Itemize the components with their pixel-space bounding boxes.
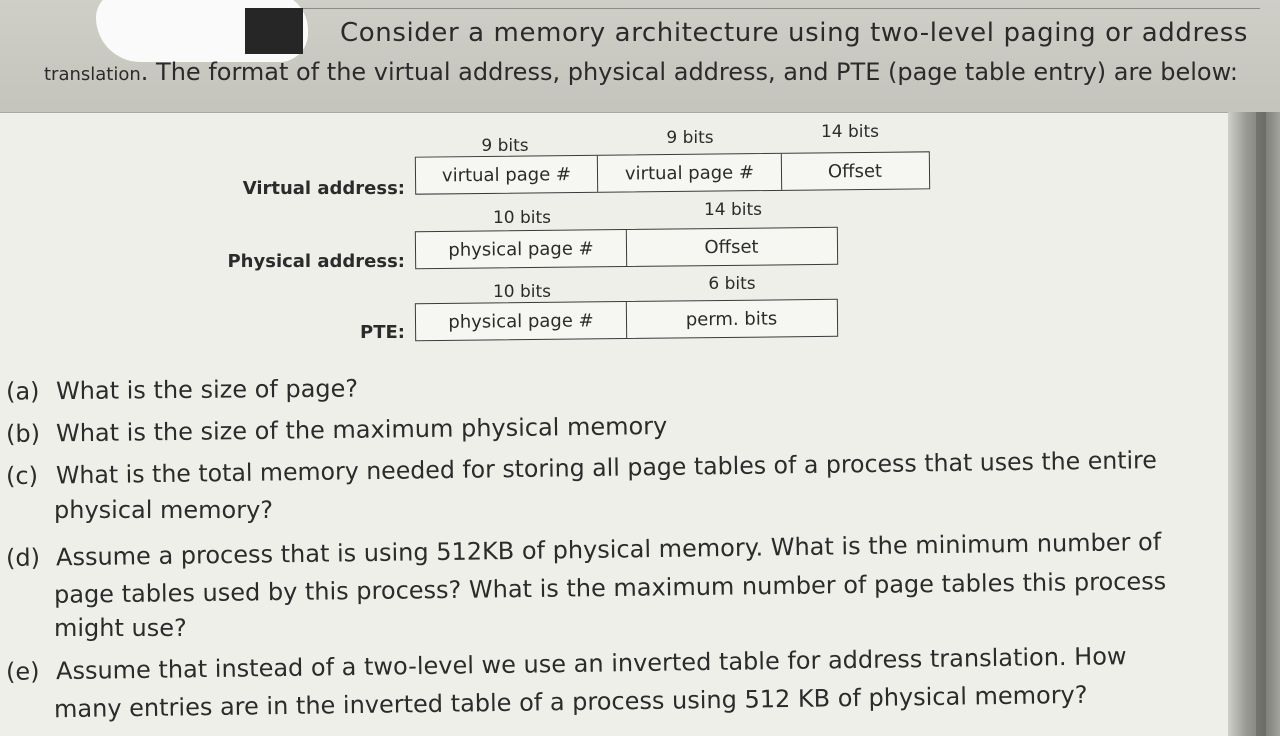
va-virtual-page-1: virtual page # — [416, 156, 598, 194]
physical-address-box — [415, 227, 838, 269]
page-binding-edge — [1228, 112, 1280, 736]
pa-physical-page: physical page # — [416, 230, 627, 268]
question-c-text-line1: What is the total memory needed for storing all page tables of a process that uses the entire — [55, 446, 1158, 490]
address-format-diagram — [0, 112, 1230, 372]
question-d-text-line3: might use? — [54, 614, 187, 642]
pte-label: PTE: — [360, 322, 405, 343]
question-a-tag: (a) — [5, 377, 40, 406]
problem-intro-line2 — [44, 58, 1238, 86]
va-field1-bits: 9 bits — [481, 136, 529, 156]
virtual-address-box — [415, 151, 930, 194]
question-b-text: What is the size of the maximum physical memory — [55, 411, 668, 448]
question-b — [6, 412, 668, 448]
virtual-address-label: Virtual address: — [242, 178, 405, 199]
question-e — [6, 642, 1127, 686]
question-e-text-line2: many entries are in the inverted table of a process using 512 KB of physical memory? — [53, 680, 1088, 724]
question-c-tag: (c) — [5, 461, 39, 491]
problem-intro-line1: Consider a memory architecture using two-level paging or address — [340, 18, 1249, 48]
question-b-tag: (b) — [5, 419, 41, 449]
pte-box — [415, 299, 838, 341]
question-e-tag: (e) — [5, 657, 40, 686]
va-field3-bits: 14 bits — [820, 122, 880, 142]
pa-field1-bits: 10 bits — [492, 208, 552, 228]
va-virtual-page-2: virtual page # — [598, 154, 782, 192]
question-e-text-line1: Assume that instead of a two-level we use an inverted table for address translation. How — [55, 642, 1127, 686]
binding-shadow — [1256, 112, 1266, 736]
question-c-text-line2: physical memory? — [54, 496, 274, 524]
page-header — [0, 0, 1280, 113]
question-d-text-line1: Assume a process that is using 512KB of physical memory. What is the minimum number of — [55, 527, 1162, 572]
pte-field1-bits: 10 bits — [492, 282, 552, 302]
question-a — [6, 374, 358, 405]
pa-offset: Offset — [704, 236, 759, 258]
question-d-text-line2: page tables used by this process? What is the maximum number of page tables this process — [53, 567, 1167, 609]
physical-address-label: Physical address: — [227, 251, 405, 272]
question-d — [6, 528, 1161, 572]
header-rule — [300, 8, 1260, 9]
pte-physical-page: physical page # — [416, 302, 627, 340]
redaction-dark-block — [245, 8, 303, 54]
pte-perm-bits: perm. bits — [685, 307, 778, 330]
pa-field2-bits: 14 bits — [703, 200, 763, 220]
question-a-text: What is the size of page? — [55, 374, 359, 406]
va-offset: Offset — [827, 160, 883, 182]
intro-line2-rest: . The format of the virtual address, physical address, and PTE (page table entry) are below: — [140, 58, 1238, 86]
question-d-tag: (d) — [5, 543, 41, 573]
intro-word-translation: translation — [44, 64, 141, 85]
pte-field2-bits: 6 bits — [708, 274, 756, 294]
question-c — [6, 446, 1174, 490]
va-field2-bits: 9 bits — [666, 128, 714, 148]
